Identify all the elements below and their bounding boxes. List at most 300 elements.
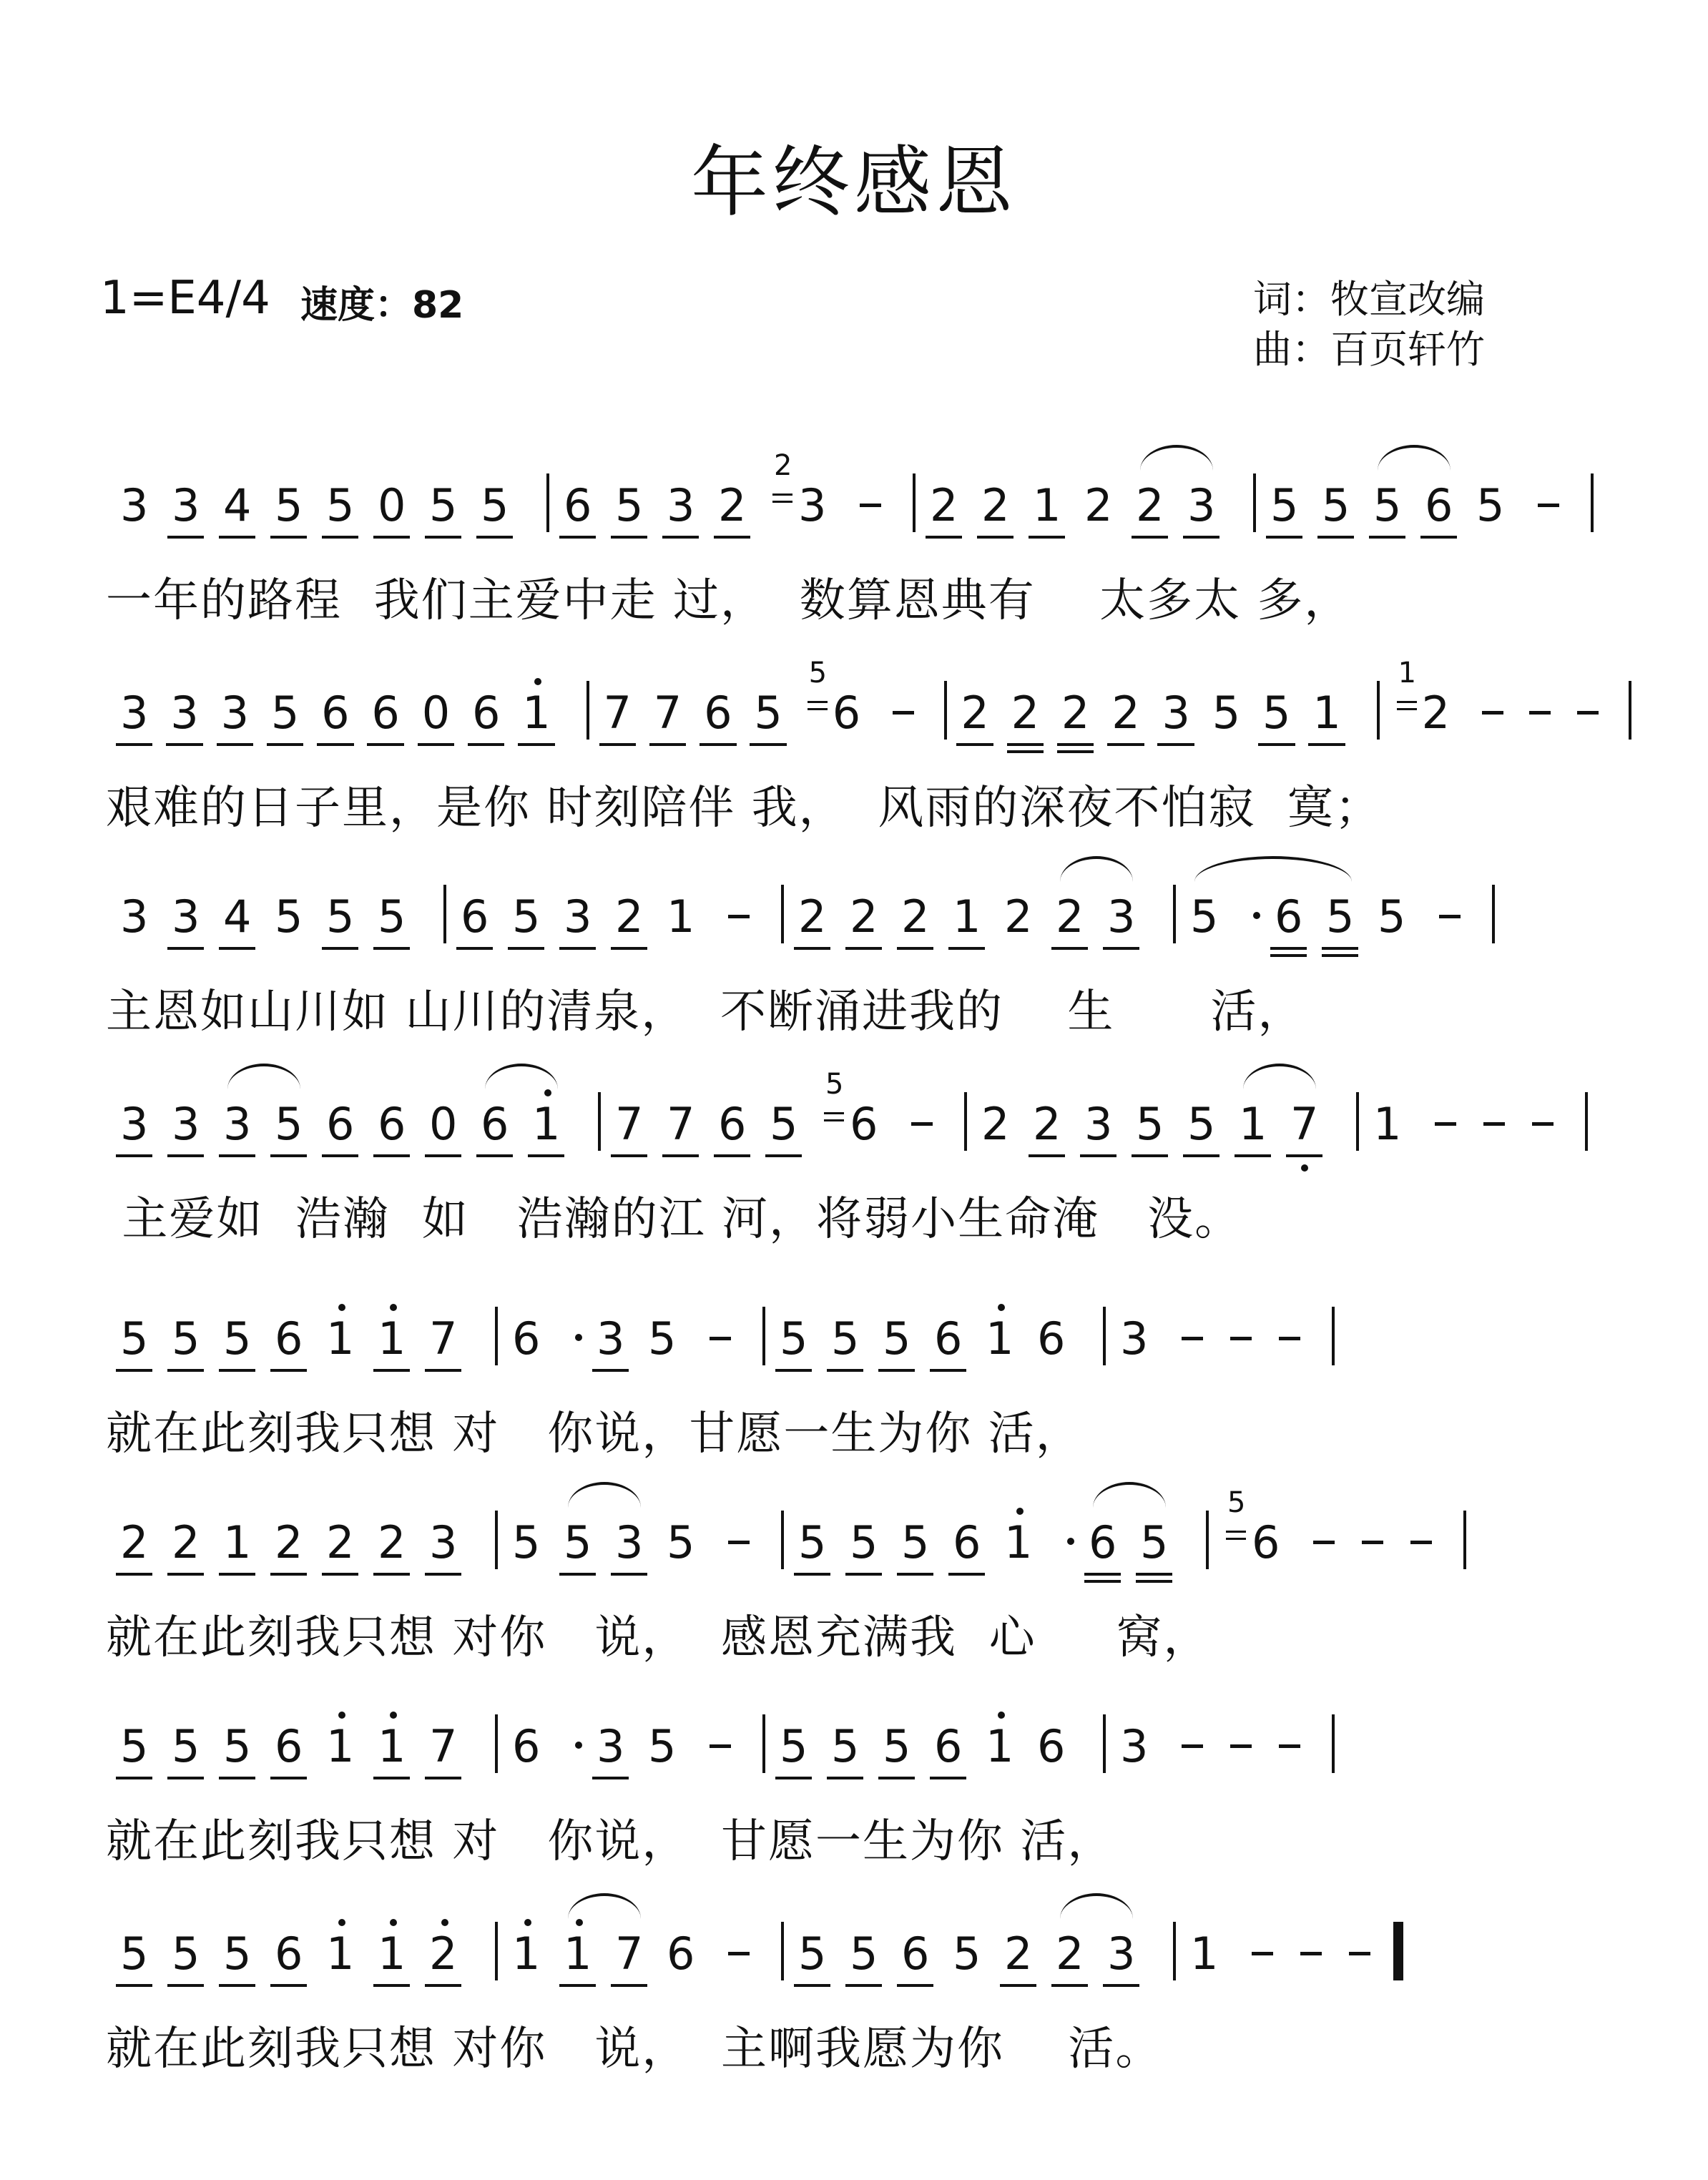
underline bbox=[373, 1573, 410, 1576]
underline bbox=[611, 536, 647, 539]
bar-line bbox=[1356, 1092, 1359, 1151]
note bbox=[1084, 1098, 1112, 1150]
note bbox=[120, 687, 148, 739]
note bbox=[223, 1928, 251, 1980]
underline bbox=[649, 743, 686, 746]
underline bbox=[775, 1369, 812, 1372]
underline bbox=[845, 1984, 882, 1987]
note-digit: 2 bbox=[615, 890, 644, 943]
note-digit: 2 bbox=[981, 1098, 1010, 1150]
bar-line bbox=[1103, 1307, 1106, 1365]
underline bbox=[267, 743, 303, 746]
note bbox=[172, 1516, 200, 1568]
underline bbox=[167, 1777, 204, 1779]
note bbox=[667, 1928, 695, 1980]
note bbox=[1262, 687, 1290, 739]
note-digit: 5 bbox=[1373, 479, 1402, 531]
underline bbox=[1317, 536, 1354, 539]
note-digit: 6 bbox=[326, 1098, 355, 1150]
note-digit: 6 bbox=[934, 1720, 963, 1772]
dash bbox=[1300, 1952, 1322, 1955]
note bbox=[378, 1720, 406, 1772]
underline bbox=[948, 1573, 985, 1576]
underline bbox=[167, 1984, 204, 1987]
note bbox=[1270, 479, 1298, 531]
note-digit: 6 bbox=[1037, 1720, 1066, 1772]
underline bbox=[1057, 750, 1094, 753]
note-digit: 5 bbox=[378, 890, 406, 943]
note bbox=[172, 1928, 200, 1980]
note bbox=[615, 1928, 643, 1980]
note bbox=[378, 1312, 406, 1365]
note-digit: 1 bbox=[1373, 1098, 1402, 1150]
note-digit: 2 bbox=[1111, 687, 1140, 739]
note-digit: 5 bbox=[1322, 479, 1350, 531]
note-digit: 5 bbox=[1212, 687, 1241, 739]
augmentation-dot bbox=[1253, 912, 1260, 919]
note-digit: 7 bbox=[653, 687, 682, 739]
underline bbox=[1183, 536, 1219, 539]
dash bbox=[1279, 1337, 1300, 1340]
note bbox=[1190, 1928, 1218, 1980]
bar-line bbox=[1206, 1511, 1209, 1569]
octave-dot bbox=[534, 678, 541, 685]
note bbox=[378, 1928, 406, 1980]
note bbox=[120, 1928, 148, 1980]
note-digit: 6 bbox=[472, 687, 501, 739]
note-digit: 5 bbox=[275, 890, 303, 943]
note-digit: 2 bbox=[981, 479, 1010, 531]
underline bbox=[219, 1984, 255, 1987]
slur bbox=[1093, 1482, 1166, 1508]
underline bbox=[425, 1369, 461, 1372]
score-system bbox=[0, 1486, 1708, 1688]
note-digit: 6 bbox=[461, 890, 489, 943]
dash bbox=[710, 1744, 731, 1748]
underline bbox=[1322, 947, 1358, 950]
underline bbox=[217, 743, 253, 746]
bar-line bbox=[964, 1092, 967, 1151]
note-digit: 3 bbox=[1084, 1098, 1113, 1150]
slur bbox=[1140, 445, 1213, 471]
grace-line bbox=[808, 701, 828, 703]
note bbox=[472, 687, 500, 739]
note bbox=[564, 890, 592, 943]
note-digit: 6 bbox=[953, 1516, 981, 1568]
note bbox=[1162, 687, 1189, 739]
note bbox=[275, 1720, 303, 1772]
notation-line bbox=[0, 1291, 1708, 1398]
underline bbox=[219, 947, 255, 950]
note-digit: 1 bbox=[564, 1928, 592, 1980]
note-digit: 7 bbox=[667, 1098, 695, 1150]
note-digit: 3 bbox=[1187, 479, 1216, 531]
underline bbox=[794, 1573, 830, 1576]
note-digit: 6 bbox=[275, 1928, 303, 1980]
note bbox=[831, 1720, 859, 1772]
underline bbox=[116, 743, 152, 746]
underline bbox=[948, 947, 985, 950]
underline bbox=[1308, 743, 1345, 746]
dash bbox=[728, 1541, 750, 1544]
grace-line bbox=[772, 494, 792, 496]
underline bbox=[219, 536, 255, 539]
note bbox=[1056, 1928, 1084, 1980]
note-digit: 3 bbox=[667, 479, 695, 531]
note bbox=[172, 1312, 200, 1365]
underline bbox=[270, 1984, 307, 1987]
underline bbox=[611, 1573, 647, 1576]
note-digit: 1 bbox=[378, 1312, 406, 1365]
note-digit: 6 bbox=[321, 687, 350, 739]
score-system bbox=[0, 869, 1708, 1062]
note-digit: 3 bbox=[172, 1098, 200, 1150]
notation-line bbox=[0, 657, 1708, 772]
underline bbox=[1051, 947, 1088, 950]
note-digit: 7 bbox=[603, 687, 632, 739]
note bbox=[1033, 1098, 1061, 1150]
slur bbox=[1194, 856, 1352, 882]
note-digit: 2 bbox=[429, 1928, 458, 1980]
underline bbox=[1420, 536, 1457, 539]
underline bbox=[714, 1154, 750, 1157]
note bbox=[1011, 687, 1039, 739]
underline bbox=[930, 1777, 966, 1779]
note bbox=[1425, 479, 1453, 531]
underline bbox=[425, 1777, 461, 1779]
note bbox=[850, 890, 878, 943]
slur bbox=[568, 1893, 641, 1919]
note bbox=[901, 1516, 929, 1568]
underline bbox=[1286, 1154, 1322, 1157]
octave-dot bbox=[544, 1089, 551, 1096]
note-digit: 2 bbox=[172, 1516, 200, 1568]
bar-line bbox=[781, 885, 784, 943]
note-digit: 5 bbox=[564, 1516, 592, 1568]
note bbox=[120, 1516, 148, 1568]
underline bbox=[373, 947, 410, 950]
note-digit: 6 bbox=[1275, 890, 1303, 943]
underline bbox=[1157, 743, 1194, 746]
dash bbox=[1439, 915, 1461, 918]
lyric-line: 艰难的日子里，是你 时刻陪伴 我， 风雨的深夜不怕寂 寞； bbox=[106, 782, 1383, 835]
underline bbox=[1007, 750, 1044, 753]
note bbox=[461, 890, 489, 943]
note bbox=[512, 1720, 540, 1772]
note bbox=[953, 1516, 981, 1568]
note-digit: 1 bbox=[532, 1098, 561, 1150]
underline bbox=[1103, 947, 1139, 950]
dash bbox=[1313, 1541, 1335, 1544]
dash bbox=[1349, 1952, 1370, 1955]
note bbox=[172, 1098, 200, 1150]
note bbox=[1326, 890, 1354, 943]
grace-line bbox=[1397, 701, 1417, 703]
note bbox=[667, 890, 695, 943]
note-digit: 2 bbox=[718, 479, 747, 531]
bar-line bbox=[781, 1511, 784, 1569]
underline bbox=[270, 1154, 307, 1157]
note bbox=[532, 1098, 560, 1150]
note-digit: 5 bbox=[512, 1516, 541, 1568]
underline bbox=[528, 1154, 564, 1157]
note-digit: 3 bbox=[615, 1516, 644, 1568]
augmentation-dot bbox=[575, 1742, 582, 1749]
tempo-marking: 速度：82 bbox=[300, 284, 464, 327]
note-digit: 5 bbox=[770, 1098, 798, 1150]
note bbox=[512, 1312, 540, 1365]
note-digit: 5 bbox=[172, 1312, 200, 1365]
note-digit: 5 bbox=[223, 1928, 252, 1980]
underline bbox=[794, 947, 830, 950]
grace-digit: 2 bbox=[774, 449, 792, 482]
underline bbox=[1235, 1154, 1271, 1157]
underline bbox=[926, 536, 962, 539]
underline bbox=[956, 743, 993, 746]
note bbox=[901, 890, 929, 943]
note-digit: 2 bbox=[930, 479, 958, 531]
note-digit: 1 bbox=[326, 1312, 355, 1365]
notation-line bbox=[0, 1486, 1708, 1602]
note bbox=[718, 1098, 746, 1150]
grace-line bbox=[1226, 1531, 1246, 1533]
note-digit: 1 bbox=[378, 1928, 406, 1980]
underline bbox=[662, 536, 699, 539]
note bbox=[831, 1312, 859, 1365]
note bbox=[429, 1312, 457, 1365]
note-digit: 3 bbox=[1120, 1720, 1149, 1772]
underline bbox=[1322, 954, 1358, 957]
note bbox=[1033, 479, 1061, 531]
underline bbox=[167, 1369, 204, 1372]
note-digit: 7 bbox=[429, 1720, 458, 1772]
underline bbox=[270, 1369, 307, 1372]
note-digit: 2 bbox=[1056, 1928, 1084, 1980]
note-digit: 3 bbox=[597, 1312, 625, 1365]
underline bbox=[765, 1154, 802, 1157]
note-digit: 5 bbox=[667, 1516, 695, 1568]
note-digit: 5 bbox=[648, 1720, 677, 1772]
note-digit: 5 bbox=[1136, 1098, 1164, 1150]
note bbox=[223, 890, 251, 943]
note bbox=[522, 687, 550, 739]
dash bbox=[1538, 504, 1559, 507]
grace-line bbox=[772, 501, 792, 503]
underline bbox=[116, 1777, 152, 1779]
dash bbox=[1230, 1337, 1252, 1340]
note-digit: 5 bbox=[953, 1928, 981, 1980]
octave-dot bbox=[576, 1919, 583, 1926]
note bbox=[981, 1098, 1009, 1150]
note-digit: 1 bbox=[522, 687, 551, 739]
underline bbox=[1029, 1154, 1065, 1157]
note-digit: 5 bbox=[223, 1312, 252, 1365]
note bbox=[1084, 479, 1112, 531]
dash bbox=[1279, 1744, 1300, 1748]
note-digit: 1 bbox=[1033, 479, 1061, 531]
note-digit: 6 bbox=[564, 479, 592, 531]
underline bbox=[476, 536, 513, 539]
note bbox=[1004, 890, 1032, 943]
underline bbox=[1369, 536, 1405, 539]
note-digit: 5 bbox=[1140, 1516, 1169, 1568]
note-digit: 6 bbox=[512, 1312, 541, 1365]
bar-line bbox=[1463, 1511, 1466, 1569]
note-digit: 4 bbox=[223, 890, 252, 943]
note bbox=[481, 1098, 509, 1150]
note bbox=[953, 1928, 981, 1980]
note bbox=[172, 890, 200, 943]
grace-digit: 1 bbox=[1398, 657, 1417, 689]
note bbox=[1190, 890, 1218, 943]
bar-line bbox=[1173, 885, 1176, 943]
augmentation-dot bbox=[575, 1334, 582, 1341]
note-digit: 6 bbox=[850, 1098, 878, 1150]
note bbox=[1061, 687, 1089, 739]
octave-dot bbox=[998, 1712, 1005, 1719]
note bbox=[1187, 1098, 1215, 1150]
bar-line bbox=[944, 681, 947, 740]
bar-line bbox=[781, 1922, 784, 1980]
underline bbox=[1007, 743, 1044, 746]
note bbox=[275, 1516, 303, 1568]
underline bbox=[1258, 743, 1295, 746]
grace-digit: 5 bbox=[808, 657, 828, 689]
note bbox=[170, 687, 198, 739]
note bbox=[615, 479, 643, 531]
note bbox=[1107, 890, 1135, 943]
underline bbox=[1266, 536, 1302, 539]
notation-line bbox=[0, 1699, 1708, 1806]
underline bbox=[845, 1573, 882, 1576]
underline bbox=[425, 536, 461, 539]
note bbox=[512, 1928, 540, 1980]
note-digit: 2 bbox=[1084, 479, 1113, 531]
note bbox=[275, 479, 303, 531]
underline bbox=[662, 1154, 699, 1157]
note-digit: 6 bbox=[1089, 1516, 1117, 1568]
underline bbox=[270, 1777, 307, 1779]
note-digit: 0 bbox=[429, 1098, 458, 1150]
underline bbox=[367, 743, 403, 746]
note bbox=[275, 890, 303, 943]
dash bbox=[1529, 711, 1551, 715]
notation-line bbox=[0, 1906, 1708, 2013]
underline bbox=[116, 1984, 152, 1987]
note bbox=[223, 1098, 251, 1150]
note-digit: 5 bbox=[120, 1312, 149, 1365]
note bbox=[120, 1720, 148, 1772]
note-digit: 3 bbox=[1162, 687, 1190, 739]
octave-dot bbox=[441, 1919, 448, 1926]
octave-dot bbox=[1301, 1164, 1308, 1172]
note-digit: 5 bbox=[780, 1312, 808, 1365]
note-digit: 4 bbox=[223, 479, 252, 531]
bar-line bbox=[762, 1307, 765, 1365]
underline bbox=[1103, 1984, 1139, 1987]
notation-line bbox=[0, 449, 1708, 565]
note bbox=[1004, 1516, 1032, 1568]
note bbox=[718, 479, 746, 531]
note bbox=[223, 1516, 251, 1568]
note-digit: 5 bbox=[1270, 479, 1299, 531]
note-digit: 5 bbox=[429, 479, 458, 531]
underline bbox=[322, 947, 358, 950]
note bbox=[1252, 1516, 1280, 1568]
note bbox=[770, 1098, 797, 1150]
underline bbox=[322, 536, 358, 539]
score-system bbox=[0, 1068, 1708, 1270]
underline bbox=[559, 1573, 596, 1576]
note bbox=[512, 1516, 540, 1568]
underline bbox=[1080, 1154, 1116, 1157]
note bbox=[604, 687, 632, 739]
bar-line bbox=[495, 1714, 498, 1773]
note-digit: 1 bbox=[986, 1312, 1014, 1365]
note-digit: 5 bbox=[326, 890, 355, 943]
note-digit: 5 bbox=[172, 1720, 200, 1772]
underline bbox=[897, 1573, 933, 1576]
note bbox=[1136, 479, 1164, 531]
slur bbox=[1243, 1064, 1316, 1089]
underline bbox=[559, 536, 596, 539]
note-digit: 2 bbox=[798, 890, 827, 943]
note-digit: 2 bbox=[275, 1516, 303, 1568]
note-digit: 6 bbox=[481, 1098, 509, 1150]
underline bbox=[322, 1154, 358, 1157]
note bbox=[654, 687, 682, 739]
note-digit: 6 bbox=[275, 1720, 303, 1772]
underline bbox=[166, 743, 202, 746]
score-system bbox=[0, 1291, 1708, 1484]
note-digit: 2 bbox=[120, 1516, 149, 1568]
note-digit: 3 bbox=[798, 479, 827, 531]
note bbox=[780, 1312, 808, 1365]
note bbox=[1136, 1098, 1164, 1150]
note-digit: 2 bbox=[326, 1516, 355, 1568]
underline bbox=[219, 1777, 255, 1779]
note-digit: 0 bbox=[378, 479, 406, 531]
note bbox=[275, 1098, 303, 1150]
bar-line bbox=[913, 473, 916, 532]
dash bbox=[860, 504, 881, 507]
note bbox=[704, 687, 732, 739]
note-digit: 2 bbox=[1004, 1928, 1033, 1980]
grace-line bbox=[824, 1112, 844, 1114]
underline bbox=[775, 1777, 812, 1779]
score-system bbox=[0, 657, 1708, 858]
grace-line bbox=[824, 1119, 844, 1121]
note-digit: 5 bbox=[481, 479, 509, 531]
underline bbox=[373, 536, 410, 539]
note-digit: 5 bbox=[512, 890, 541, 943]
note-digit: 2 bbox=[1011, 687, 1040, 739]
note-digit: 5 bbox=[648, 1312, 677, 1365]
note-digit: 2 bbox=[1421, 687, 1451, 739]
note-digit: 6 bbox=[718, 1098, 747, 1150]
dash bbox=[911, 1122, 933, 1126]
note-digit: 5 bbox=[883, 1720, 911, 1772]
note-digit: 1 bbox=[223, 1516, 252, 1568]
notation-line bbox=[0, 869, 1708, 976]
note-digit: 5 bbox=[883, 1312, 911, 1365]
slur bbox=[1060, 1893, 1133, 1919]
note bbox=[1056, 890, 1084, 943]
underline bbox=[116, 1573, 152, 1576]
note bbox=[1373, 479, 1401, 531]
grace-digit: 5 bbox=[825, 1068, 844, 1101]
octave-dot bbox=[390, 1712, 397, 1719]
